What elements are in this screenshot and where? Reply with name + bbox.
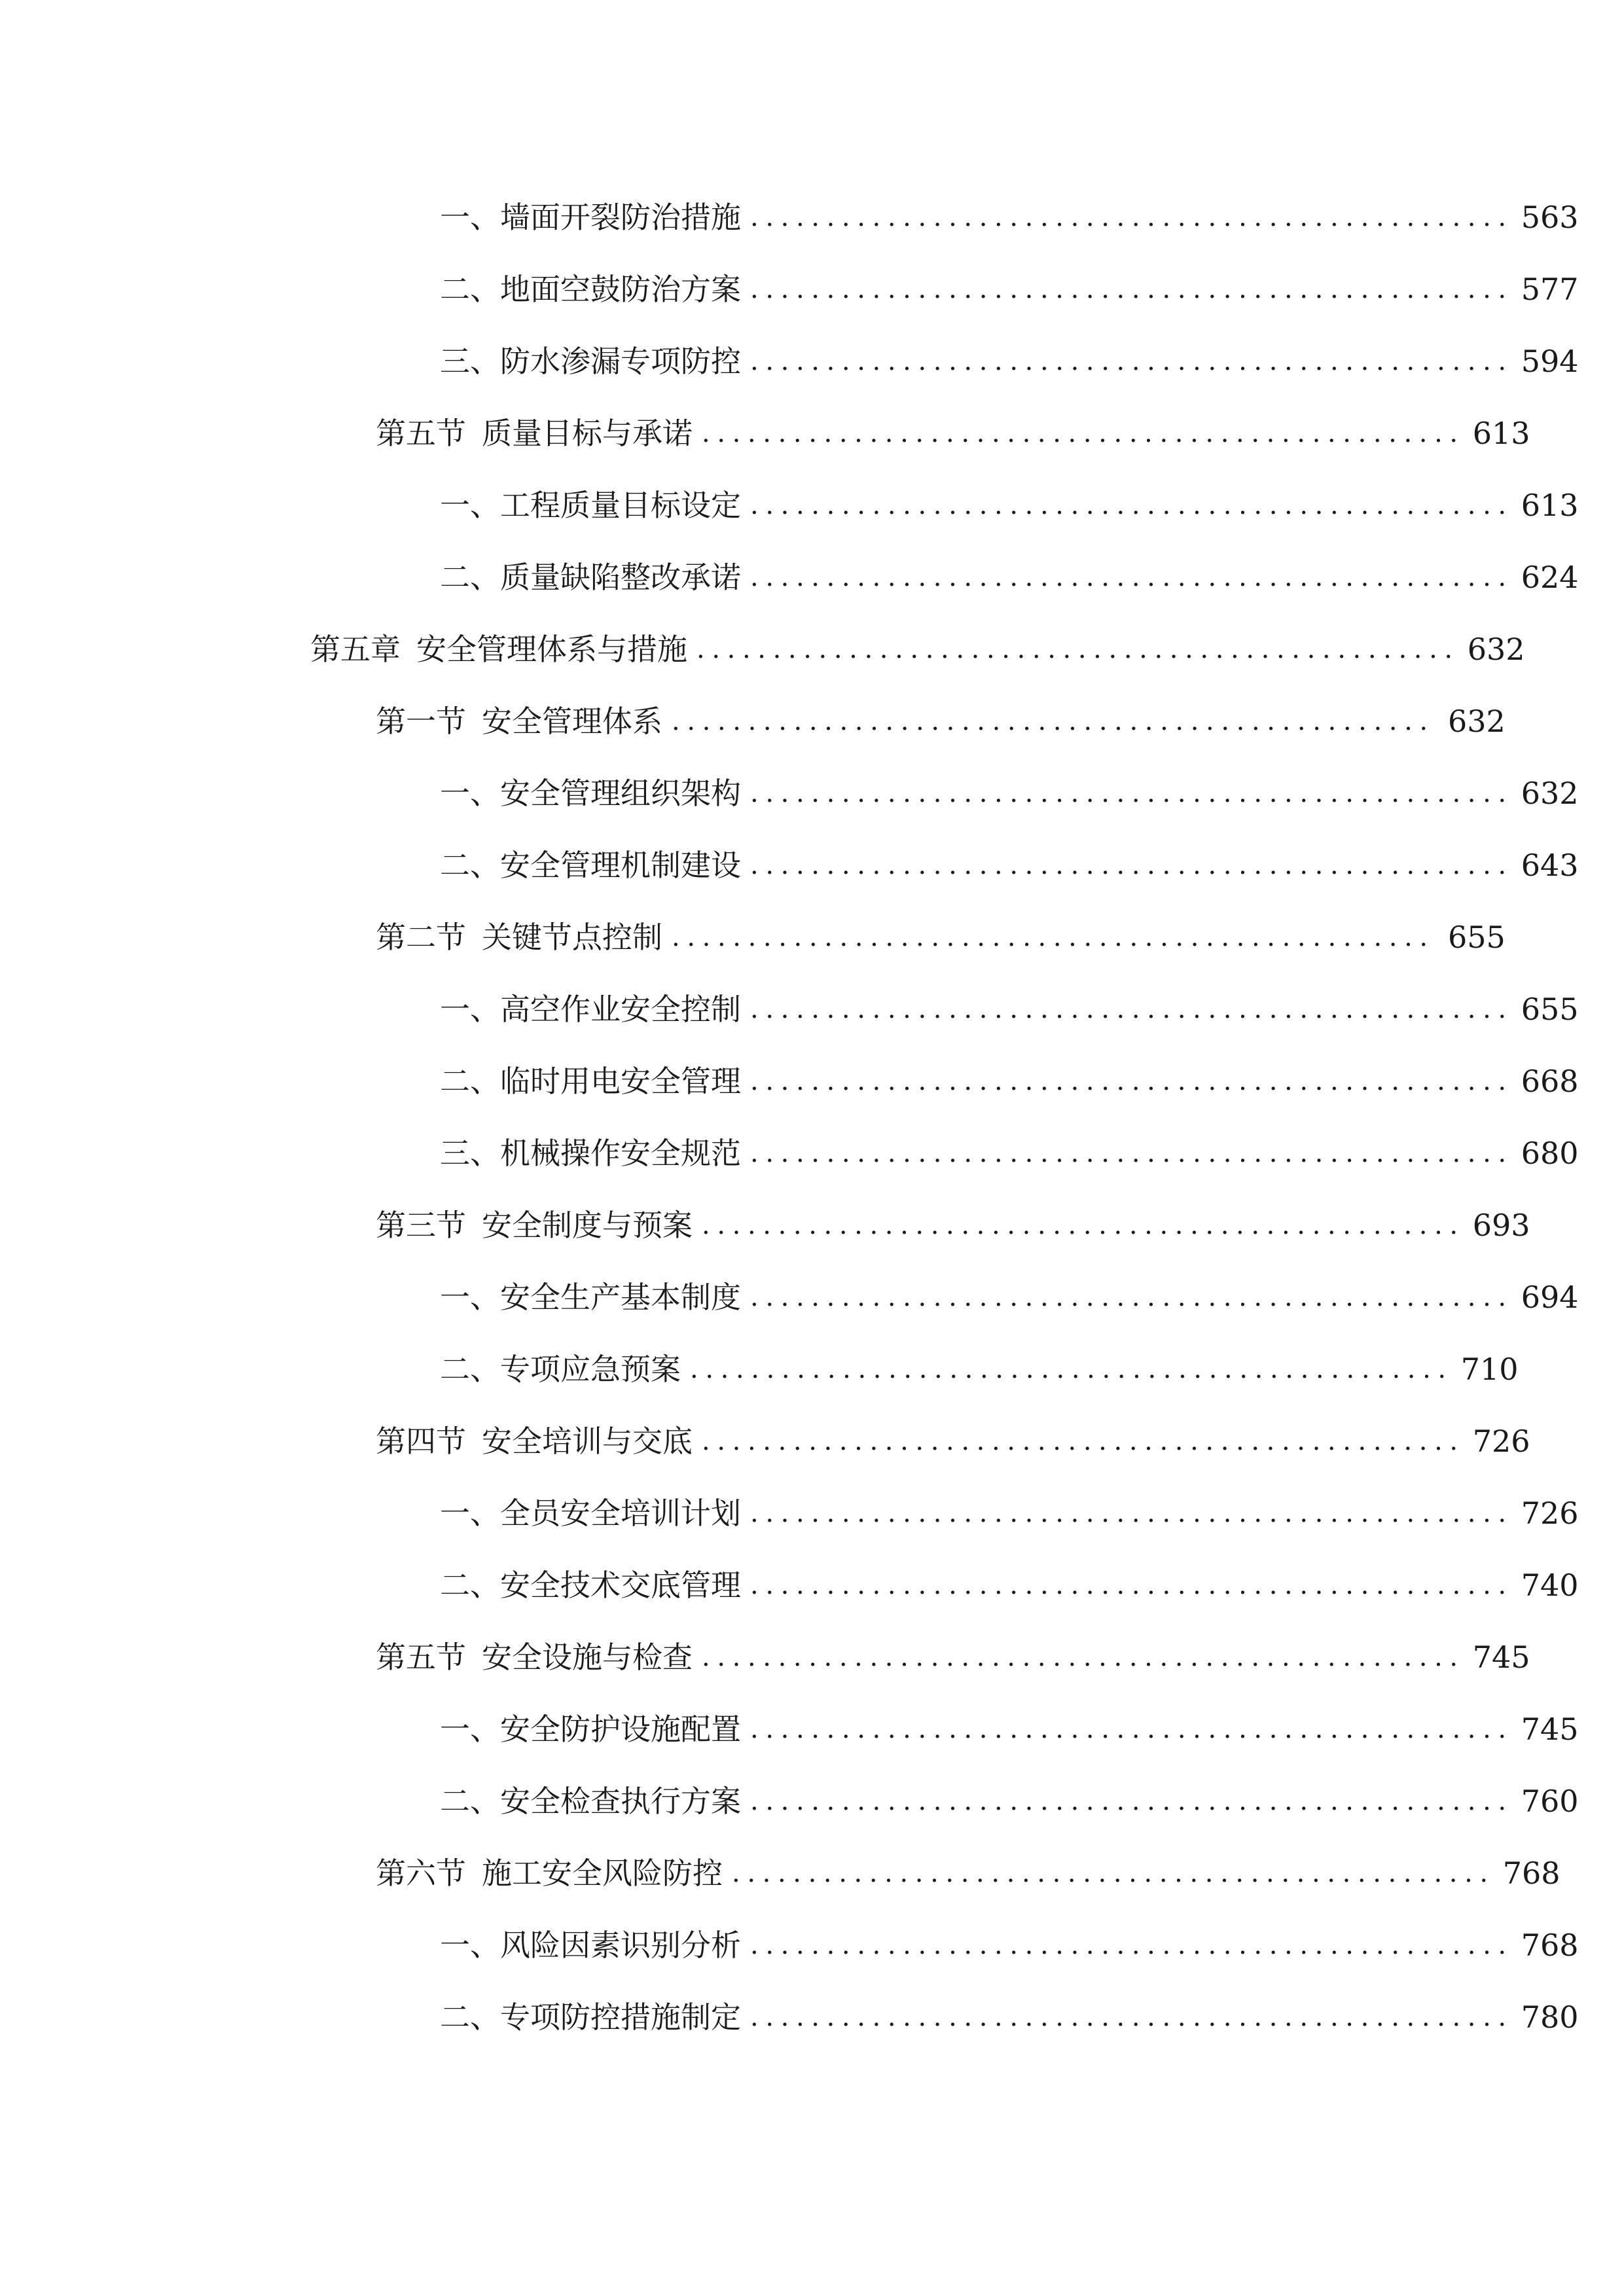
toc-entry-page: 655	[1521, 992, 1579, 1027]
toc-entry[interactable]	[376, 1631, 1530, 1683]
toc-dot-leader: ..................................................	[750, 1498, 1513, 1528]
toc-entry-page: 624	[1521, 560, 1579, 595]
toc-dot-leader: ..................................................	[750, 490, 1513, 520]
toc-entry-title: 专项防控措施制定	[500, 2000, 741, 2035]
toc-entry-page: 693	[1472, 1208, 1530, 1243]
toc-dot-leader: ..................................................	[690, 1354, 1453, 1384]
toc-entry-title: 专项应急预案	[500, 1352, 681, 1387]
toc-entry-page: 726	[1521, 1496, 1579, 1531]
toc-entry-page: 594	[1521, 344, 1579, 379]
toc-dot-leader: ..................................................	[702, 1426, 1465, 1456]
toc-entry-number: 三、	[440, 344, 500, 379]
toc-entry-number: 一、	[440, 1496, 500, 1531]
toc-entry[interactable]	[440, 1919, 1579, 1971]
toc-entry[interactable]	[440, 1703, 1579, 1755]
toc-entry-title: 安全设施与检查	[482, 1640, 693, 1675]
toc-dot-leader: ..................................................	[702, 418, 1465, 448]
toc-entry-page: 643	[1521, 848, 1579, 883]
toc-entry-number: 一、	[440, 1712, 500, 1747]
toc-entry-number: 第六节	[376, 1856, 466, 1891]
toc-entry-number: 二、	[440, 1784, 500, 1819]
toc-entry-title: 安全检查执行方案	[500, 1784, 741, 1819]
toc-entry-title: 安全管理机制建设	[500, 848, 741, 883]
toc-entry-title: 安全生产基本制度	[500, 1280, 741, 1315]
toc-entry[interactable]	[440, 983, 1579, 1035]
toc-dot-leader: ..................................................	[672, 922, 1435, 952]
toc-dot-leader: ..................................................	[750, 994, 1513, 1024]
toc-dot-leader: ..................................................	[750, 202, 1513, 232]
toc-entry-page: 577	[1521, 272, 1579, 307]
toc-entry[interactable]	[376, 1847, 1561, 1899]
toc-entry-title: 机械操作安全规范	[500, 1136, 741, 1171]
toc-entry-page: 668	[1521, 1064, 1579, 1099]
toc-entry-number: 一、	[440, 200, 500, 235]
toc-entry[interactable]	[440, 1271, 1579, 1323]
toc-entry-page: 632	[1467, 632, 1525, 667]
toc-dot-leader: ..................................................	[702, 1642, 1465, 1672]
toc-entry-number: 二、	[440, 560, 500, 595]
toc-entry[interactable]	[440, 839, 1579, 891]
toc-dot-leader: ..................................................	[696, 634, 1460, 664]
toc-entry-title: 安全管理组织架构	[500, 776, 741, 811]
toc-entry-page: 613	[1472, 416, 1530, 451]
toc-entry[interactable]	[376, 1415, 1530, 1467]
toc-entry-page: 613	[1521, 488, 1579, 523]
toc-entry-number: 一、	[440, 1280, 500, 1315]
toc-entry[interactable]	[376, 911, 1506, 963]
toc-entry-page: 726	[1472, 1424, 1530, 1459]
toc-entry[interactable]	[376, 1199, 1530, 1251]
toc-entry-number: 第二节	[376, 920, 466, 955]
toc-dot-leader: ..................................................	[750, 850, 1513, 880]
toc-dot-leader: ..................................................	[750, 1714, 1513, 1744]
toc-entry-number: 第五节	[376, 1640, 466, 1675]
toc-entry-page: 694	[1521, 1280, 1579, 1315]
toc-dot-leader: ..................................................	[750, 346, 1513, 376]
toc-entry-page: 655	[1448, 920, 1506, 955]
toc-dot-leader: ..................................................	[750, 1930, 1513, 1960]
toc-entry[interactable]	[376, 695, 1506, 747]
toc-entry-title: 临时用电安全管理	[500, 1064, 741, 1099]
toc-entry-page: 745	[1521, 1712, 1579, 1747]
toc-entry-page: 632	[1448, 704, 1506, 739]
toc-entry[interactable]	[440, 1343, 1519, 1395]
toc-dot-leader: ..................................................	[672, 706, 1435, 736]
toc-entry-number: 第五节	[376, 416, 466, 451]
toc-entry-title: 质量缺陷整改承诺	[500, 560, 741, 595]
toc-entry[interactable]	[310, 623, 1525, 675]
toc-entry-number: 二、	[440, 848, 500, 883]
toc-entry-title: 施工安全风险防控	[482, 1856, 723, 1891]
toc-dot-leader: ..................................................	[750, 562, 1513, 592]
toc-entry-page: 768	[1521, 1928, 1579, 1963]
toc-entry-title: 墙面开裂防治措施	[500, 200, 741, 235]
toc-entry[interactable]	[440, 1559, 1579, 1611]
toc-entry-title: 全员安全培训计划	[500, 1496, 741, 1531]
toc-entry-number: 二、	[440, 1352, 500, 1387]
toc-entry[interactable]	[440, 191, 1579, 243]
toc-entry[interactable]	[440, 1487, 1579, 1539]
toc-entry[interactable]	[440, 767, 1579, 819]
toc-entry-title: 风险因素识别分析	[500, 1928, 741, 1963]
toc-entry-title: 安全培训与交底	[482, 1424, 693, 1459]
toc-dot-leader: ..................................................	[750, 1786, 1513, 1816]
toc-dot-leader: ..................................................	[750, 1282, 1513, 1312]
toc-entry-number: 一、	[440, 992, 500, 1027]
toc-entry-title: 质量目标与承诺	[482, 416, 693, 451]
toc-entry-title: 安全防护设施配置	[500, 1712, 741, 1747]
toc-dot-leader: ..................................................	[732, 1858, 1495, 1888]
toc-dot-leader: ..................................................	[750, 1138, 1513, 1168]
toc-entry[interactable]	[440, 263, 1579, 315]
toc-entry-number: 二、	[440, 2000, 500, 2035]
toc-entry-title: 安全制度与预案	[482, 1208, 693, 1243]
toc-entry-number: 一、	[440, 1928, 500, 1963]
toc-entry-number: 一、	[440, 488, 500, 523]
toc-entry-title: 防水渗漏专项防控	[500, 344, 741, 379]
toc-entry-page: 632	[1521, 776, 1579, 811]
toc-entry-title: 安全管理体系	[482, 704, 662, 739]
toc-dot-leader: ..................................................	[750, 1066, 1513, 1096]
toc-entry-page: 745	[1472, 1640, 1530, 1675]
toc-entry-number: 二、	[440, 272, 500, 307]
toc-entry[interactable]	[440, 1055, 1579, 1107]
toc-dot-leader: ..................................................	[750, 2002, 1513, 2032]
toc-entry-title: 地面空鼓防治方案	[500, 272, 741, 307]
toc-entry[interactable]	[440, 1775, 1579, 1827]
toc-entry-page: 563	[1521, 200, 1579, 235]
toc-dot-leader: ..................................................	[750, 778, 1513, 808]
toc-entry-page: 760	[1521, 1784, 1579, 1819]
toc-entry[interactable]	[440, 1991, 1579, 2043]
toc-entry-title: 高空作业安全控制	[500, 992, 741, 1027]
toc-dot-leader: ..................................................	[702, 1210, 1465, 1240]
toc-entry-title: 工程质量目标设定	[500, 488, 741, 523]
toc-entry-page: 768	[1502, 1856, 1561, 1891]
toc-entry-title: 安全技术交底管理	[500, 1568, 741, 1603]
toc-entry-number: 第五章	[310, 632, 401, 667]
toc-dot-leader: ..................................................	[750, 1570, 1513, 1600]
toc-entry-number: 第一节	[376, 704, 466, 739]
toc-entry-page: 710	[1460, 1352, 1519, 1387]
toc-entry-number: 二、	[440, 1568, 500, 1603]
toc-entry[interactable]	[376, 407, 1530, 459]
toc-entry[interactable]	[440, 1127, 1579, 1179]
toc-entry-number: 第三节	[376, 1208, 466, 1243]
toc-entry-number: 第四节	[376, 1424, 466, 1459]
toc-entry[interactable]	[440, 551, 1579, 603]
toc-entry-page: 740	[1521, 1568, 1579, 1603]
toc-entry[interactable]	[440, 479, 1579, 531]
toc-entry-number: 三、	[440, 1136, 500, 1171]
toc-entry-number: 一、	[440, 776, 500, 811]
toc-dot-leader: ..................................................	[750, 274, 1513, 304]
toc-entry-number: 二、	[440, 1064, 500, 1099]
toc-entry-title: 安全管理体系与措施	[416, 632, 687, 667]
toc-entry-page: 780	[1521, 2000, 1579, 2035]
toc-entry-page: 680	[1521, 1136, 1579, 1171]
toc-entry-title: 关键节点控制	[482, 920, 662, 955]
toc-entry[interactable]	[440, 335, 1579, 387]
